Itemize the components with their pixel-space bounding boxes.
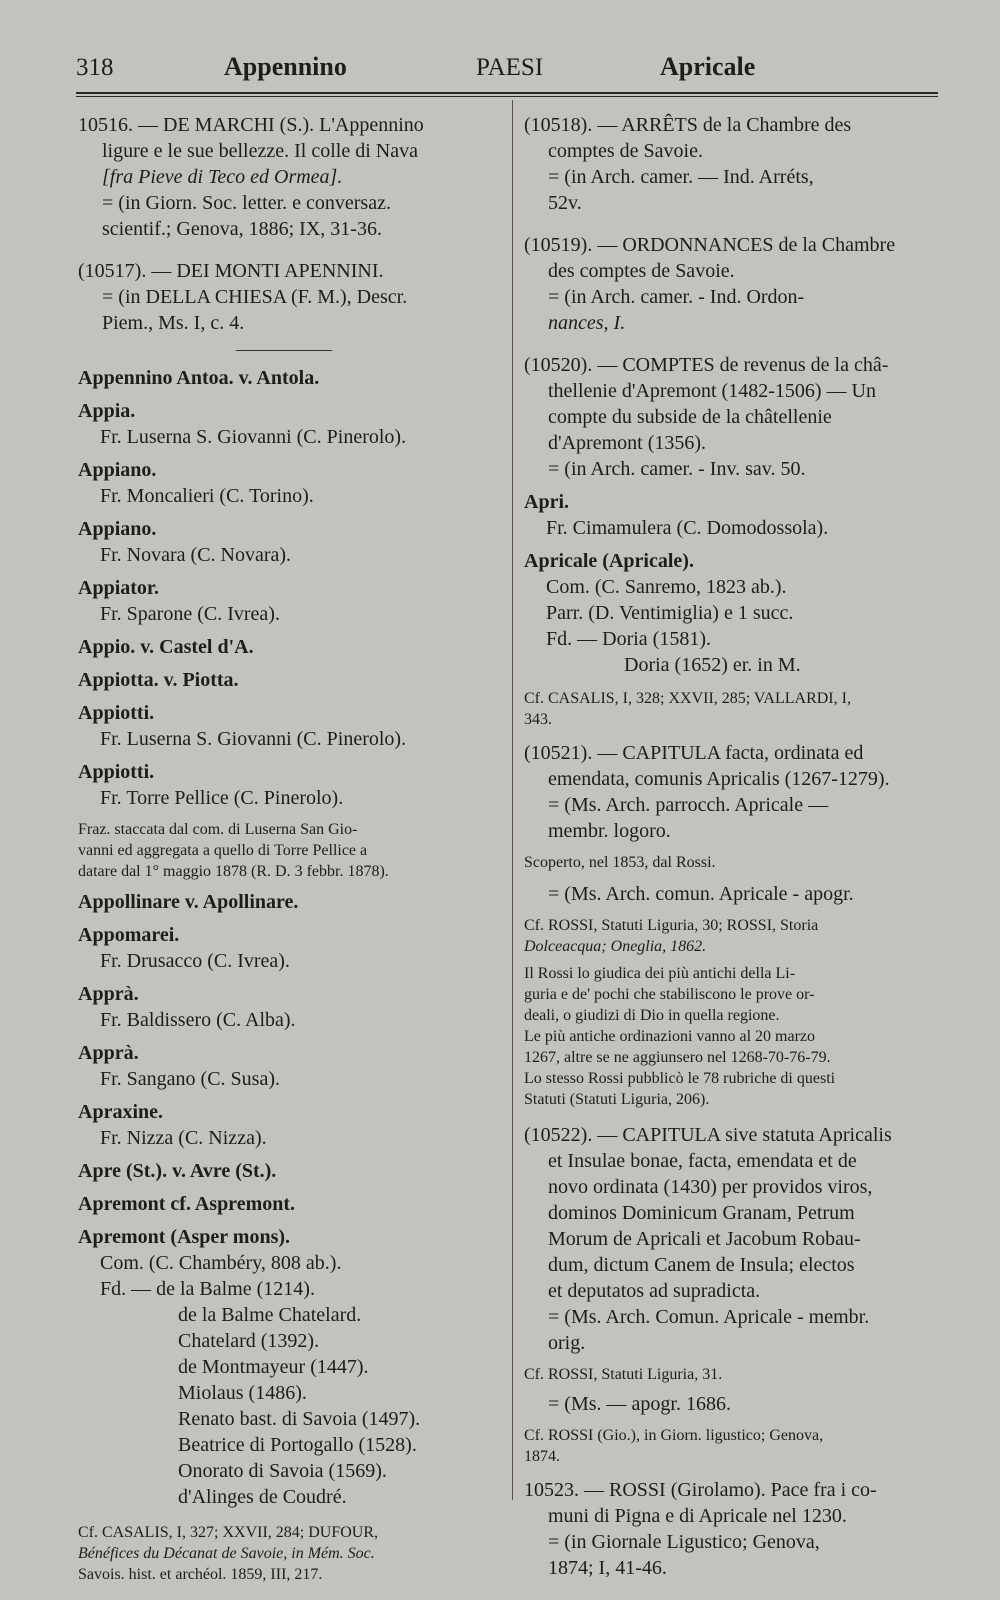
headword: Appiano. (78, 459, 157, 481)
headword: Apricale (Apricale). (524, 550, 694, 572)
spacer (78, 1510, 508, 1522)
section-title: PAESI (476, 54, 544, 81)
entry-line: (10520). — COMPTES de revenus de la châ- (524, 354, 889, 376)
entry-line: Fr. Cimamulera (C. Domodossola). (546, 517, 829, 539)
spacer (78, 811, 508, 819)
entry-line: 10523. — ROSSI (Girolamo). Pace fra i co- (524, 1479, 877, 1501)
entry-line: = (in Giornale Ligustico; Genova, (548, 1531, 820, 1553)
left-running-title: Appennino (224, 52, 347, 81)
entry-line: = (in Arch. camer. - Ind. Ordon- (548, 286, 805, 308)
note-line: Cf. ROSSI, Statuti Liguria, 30; ROSSI, Storia (524, 917, 819, 934)
entry-line: de Montmayeur (1447). (178, 1356, 369, 1378)
page-number: 318 (76, 54, 114, 81)
spacer (524, 216, 944, 232)
note-line: Statuti (Statuti Liguria, 206). (524, 1091, 710, 1108)
note-line: vanni ed aggregata a quello di Torre Pellice a (78, 842, 368, 859)
entry-line: des comptes de Savoie. (548, 260, 735, 282)
entry-line: = (in DELLA CHIESA (F. M.), Descr. (102, 286, 408, 308)
entry-line: emendata, comunis Apricalis (1267-1279). (548, 768, 890, 790)
entry-line: membr. logoro. (548, 820, 671, 842)
entry-line: Fr. Baldissero (C. Alba). (100, 1009, 296, 1031)
note-line: guria e de' pochi che stabiliscono le prove or- (524, 986, 815, 1003)
note-line: datare dal 1° maggio 1878 (R. D. 3 febbr. 1878). (78, 863, 389, 880)
right-column (524, 112, 944, 1581)
entry-line: muni di Pigna e di Apricale nel 1230. (548, 1505, 847, 1527)
entry-line: Onorato di Savoia (1569). (178, 1460, 387, 1482)
entry-line: Com. (C. Chambéry, 808 ab.). (100, 1252, 342, 1274)
headword: Apri. (524, 491, 569, 513)
running-header (76, 54, 938, 88)
left-column (78, 112, 508, 1585)
spacer (524, 730, 944, 740)
header-rule (76, 92, 938, 94)
note-line: Cf. ROSSI (Gio.), in Giorn. ligustico; Genova, (524, 1427, 824, 1444)
spacer (524, 1417, 944, 1425)
entry-line: [fra Pieve di Teco ed Ormea]. (102, 166, 343, 188)
spacer (524, 907, 944, 915)
note-line: Cf. CASALIS, I, 327; XXVII, 284; DUFOUR, (78, 1524, 379, 1541)
entry-line: = (in Giorn. Soc. letter. e conversaz. (102, 192, 391, 214)
headword: Appio. v. Castel d'A. (78, 636, 254, 658)
entry-line: = (Ms. — apogr. 1686. (548, 1393, 731, 1415)
headword: Appiotta. v. Piotta. (78, 669, 239, 691)
note-line: Cf. CASALIS, I, 328; XXVII, 285; VALLARDI, I, (524, 690, 851, 707)
entry-line: nances, I. (548, 312, 626, 334)
headword: Apre (St.). v. Avre (St.). (78, 1160, 277, 1182)
entry-line: Miolaus (1486). (178, 1382, 307, 1404)
entry-line: et Insulae bonae, facta, emendata et de (548, 1150, 857, 1172)
entry-line: (10519). — ORDONNANCES de la Chambre (524, 234, 896, 256)
headword: Appiotti. (78, 702, 155, 724)
entry-line: et deputatos ad supradicta. (548, 1280, 761, 1302)
spacer (524, 1467, 944, 1477)
entry-line: (10521). — CAPITULA facta, ordinata ed (524, 742, 864, 764)
entry-line: Piem., Ms. I, c. 4. (102, 312, 245, 334)
note-line: Lo stesso Rossi pubblicò le 78 rubriche di questi (524, 1070, 836, 1087)
entry-line: 52v. (548, 192, 582, 214)
entry-line: Fr. Luserna S. Giovanni (C. Pinerolo). (100, 728, 407, 750)
headword: Appennino Antoa. v. Antola. (78, 367, 320, 389)
note-line: 343. (524, 711, 552, 728)
headword: Apremont cf. Aspremont. (78, 1193, 296, 1215)
entry-line: thellenie d'Apremont (1482-1506) — Un (548, 380, 876, 402)
entry-line: Doria (1652) er. in M. (624, 654, 801, 676)
entry-line: 1874; I, 41-46. (548, 1557, 667, 1579)
headword: Apremont (Asper mons). (78, 1226, 291, 1248)
spacer (524, 1110, 944, 1122)
note-line: 1874. (524, 1448, 560, 1465)
spacer (524, 844, 944, 852)
entry-line: Chatelard (1392). (178, 1330, 320, 1352)
headword: Appiator. (78, 577, 159, 599)
entry-line: Fd. — de la Balme (1214). (100, 1278, 315, 1300)
entry-line: Fr. Drusacco (C. Ivrea). (100, 950, 290, 972)
entry-line: Fr. Novara (C. Novara). (100, 544, 292, 566)
headword: Apprà. (78, 1042, 139, 1064)
note-line: Bénéfices du Décanat de Savoie, in Mém. Soc. (78, 1545, 375, 1562)
entry-line: Parr. (D. Ventimiglia) e 1 succ. (546, 602, 794, 624)
entry-line: d'Alinges de Coudré. (178, 1486, 347, 1508)
entry-line: = (in Arch. camer. — Ind. Arréts, (548, 166, 814, 188)
header-rule-thin (76, 96, 938, 97)
note-line: Le più antiche ordinazioni vanno al 20 marzo (524, 1028, 816, 1045)
entry-line: = (Ms. Arch. Comun. Apricale - membr. (548, 1306, 870, 1328)
headword: Appia. (78, 400, 136, 422)
section-separator (236, 350, 332, 351)
entry-line: Fr. Nizza (C. Nizza). (100, 1127, 267, 1149)
entry-line: Fr. Luserna S. Giovanni (C. Pinerolo). (100, 426, 407, 448)
entry-line: novo ordinata (1430) per providos viros, (548, 1176, 873, 1198)
entry-line: = (Ms. Arch. comun. Apricale - apogr. (548, 883, 854, 905)
headword: Apraxine. (78, 1101, 163, 1123)
entry-line: d'Apremont (1356). (548, 432, 707, 454)
headword: Apprà. (78, 983, 139, 1005)
spacer (524, 336, 944, 352)
column-divider (512, 100, 513, 1500)
spacer (78, 242, 508, 258)
note-line: Il Rossi lo giudica dei più antichi della Li- (524, 965, 796, 982)
note-line: Dolceacqua; Oneglia, 1862. (524, 938, 707, 955)
entry-line: (10518). — ARRÊTS de la Chambre des (524, 114, 852, 136)
entry-line: 10516. — DE MARCHI (S.). L'Appennino (78, 114, 424, 136)
entry-line: (10517). — DEI MONTI APENNINI. (78, 260, 384, 282)
entry-line: Renato bast. di Savoia (1497). (178, 1408, 421, 1430)
entry-line: Fr. Moncalieri (C. Torino). (100, 485, 314, 507)
spacer (524, 1356, 944, 1364)
entry-line: Fr. Sparone (C. Ivrea). (100, 603, 280, 625)
entry-line: = (Ms. Arch. parrocch. Apricale — (548, 794, 829, 816)
entry-line: Beatrice di Portogallo (1528). (178, 1434, 417, 1456)
entry-line: Fd. — Doria (1581). (546, 628, 711, 650)
entry-line: dominos Dominicum Granam, Petrum (548, 1202, 855, 1224)
headword: Appiotti. (78, 761, 155, 783)
entry-line: compte du subside de la châtellenie (548, 406, 832, 428)
note-line: deali, o giudizi di Dio in quella regione. (524, 1007, 780, 1024)
entry-line: = (in Arch. camer. - Inv. sav. 50. (548, 458, 806, 480)
note-line: Savois. hist. et archéol. 1859, III, 217. (78, 1566, 323, 1583)
right-running-title: Apricale (660, 52, 756, 81)
entry-line: (10522). — CAPITULA sive statuta Apricalis (524, 1124, 892, 1146)
note-line: 1267, altre se ne aggiunsero nel 1268-70-76-79. (524, 1049, 831, 1066)
headword: Appollinare v. Apollinare. (78, 891, 299, 913)
entry-line: scientif.; Genova, 1886; IX, 31-36. (102, 218, 382, 240)
headword: Appiano. (78, 518, 157, 540)
spacer (524, 873, 944, 881)
note-line: Cf. ROSSI, Statuti Liguria, 31. (524, 1366, 723, 1383)
note-line: Scoperto, nel 1853, dal Rossi. (524, 854, 716, 871)
entry-line: Morum de Apricali et Jacobum Robau- (548, 1228, 861, 1250)
entry-line: Fr. Sangano (C. Susa). (100, 1068, 280, 1090)
note-line: Fraz. staccata dal com. di Luserna San Gio- (78, 821, 358, 838)
entry-line: dum, dictum Canem de Insula; electos (548, 1254, 855, 1276)
entry-line: ligure e le sue bellezze. Il colle di Nava (102, 140, 418, 162)
entry-line: orig. (548, 1332, 586, 1354)
entry-line: de la Balme Chatelard. (178, 1304, 362, 1326)
headword: Appomarei. (78, 924, 180, 946)
spacer (524, 678, 944, 688)
entry-line: Com. (C. Sanremo, 1823 ab.). (546, 576, 787, 598)
entry-line: comptes de Savoie. (548, 140, 703, 162)
entry-line: Fr. Torre Pellice (C. Pinerolo). (100, 787, 344, 809)
